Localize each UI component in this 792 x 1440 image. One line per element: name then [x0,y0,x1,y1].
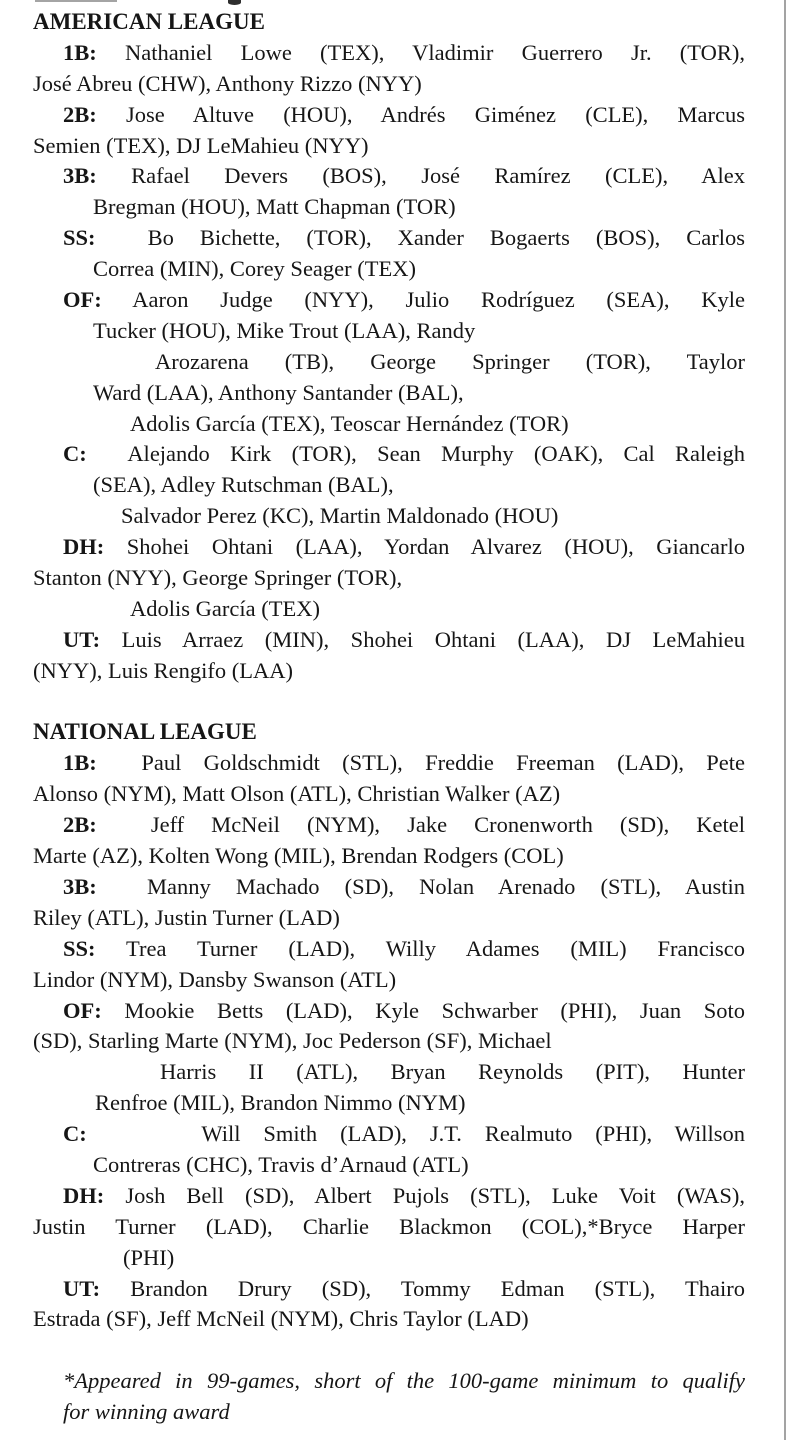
roster-line [33,192,745,223]
roster-line [33,285,745,316]
roster-line-text: Lindor (NYM), Dansby Swanson (ATL) [33,966,397,992]
league-heading: AMERICAN LEAGUE [33,9,265,34]
roster-line-text: Jeff McNeil (NYM), Jake Cronenworth (SD), Ketel [150,812,745,838]
roster-line-text: Jose Altuve (HOU), Andrés Giménez (CLE), Marcus [125,101,745,127]
roster-line [33,1181,745,1212]
roster-line [33,594,745,625]
roster-line [33,656,745,687]
roster-line-text: Bregman (HOU), Matt Chapman (TOR) [93,194,456,220]
roster-line [33,347,745,378]
roster-line [33,439,745,470]
roster-line-text: Stanton (NYY), George Springer (TOR), [33,565,403,591]
roster-line [33,254,745,285]
roster-line [33,223,745,254]
position-label: UT: [63,626,101,652]
roster-line [33,563,745,594]
roster-line-text: Luis Arraez (MIN), Shohei Ohtani (LAA), DJ LeMahieu [121,626,745,652]
roster-line-text: (SEA), Adley Rutschman (BAL), [93,472,394,498]
roster-line-text: (SD), Starling Marte (NYM), Joc Pederson (SF), Michael [33,1028,552,1054]
roster-line-text: Ward (LAA), Anthony Santander (BAL), [93,379,464,405]
roster-line [33,934,745,965]
roster-line-text: Brandon Drury (SD), Tommy Edman (STL), Thairo [130,1275,745,1301]
position-label: 1B: [63,750,97,776]
roster-line-text: Estrada (SF), Jeff McNeil (NYM), Chris Taylor (LAD) [33,1306,529,1332]
footnote-line [33,1397,745,1428]
roster-line [33,1057,745,1088]
roster-line-text: Contreras (CHC), Travis d’Arnaud (ATL) [93,1151,469,1177]
roster-line-text: Mookie Betts (LAD), Kyle Schwarber (PHI), Juan Soto [124,997,745,1023]
roster-line [33,378,745,409]
roster-line [33,903,745,934]
position-label: 2B: [63,101,97,127]
roster-line-text: Trea Turner (LAD), Willy Adames (MIL) Francisco [126,935,745,961]
page-edge-line [784,0,786,1440]
roster-line [33,779,745,810]
roster-document [33,7,745,1428]
roster-line-text: Paul Goldschmidt (STL), Freddie Freeman (LAD), Pete [141,750,745,776]
roster-line [33,1243,745,1274]
roster-line-text: Josh Bell (SD), Albert Pujols (STL), Luke Voit (WAS), [125,1182,745,1208]
roster-line [33,409,745,440]
position-label: 1B: [63,39,97,65]
roster-line-text: Alejando Kirk (TOR), Sean Murphy (OAK), Cal Raleigh [127,441,745,467]
footnote-text: for winning award [63,1399,230,1425]
footnote-line [33,1366,745,1397]
cutoff-mark [35,0,117,2]
roster-line-text: Rafael Devers (BOS), José Ramírez (CLE), Alex [131,163,745,189]
league-heading: NATIONAL LEAGUE [33,719,257,745]
blank-line [33,687,745,718]
roster-line-text: Salvador Perez (KC), Martin Maldonado (HOU) [121,503,559,529]
roster-line [33,470,745,501]
cutoff-text-fragment [0,0,792,7]
position-label: SS: [63,225,96,251]
position-label: 3B: [63,873,97,899]
roster-line-text: Nathaniel Lowe (TEX), Vladimir Guerrero Jr. (TOR), [124,39,745,65]
position-label: C: [63,1121,87,1147]
position-label: 3B: [63,163,97,189]
footnote-text: *Appeared in 99-games, short of the 100-game minimum to qualify [63,1368,745,1394]
position-label: C: [63,441,87,467]
roster-line-text: (NYY), Luis Rengifo (LAA) [33,657,293,683]
roster-line [33,1026,745,1057]
roster-line-text: José Abreu (CHW), Anthony Rizzo (NYY) [33,70,422,96]
roster-line [33,996,745,1027]
roster-line [33,1304,745,1335]
blank-line [33,1335,745,1366]
roster-line-text: Adolis García (TEX) [130,595,320,621]
roster-line [33,131,745,162]
roster-line-text: Will Smith (LAD), J.T. Realmuto (PHI), Willson [201,1121,745,1147]
roster-line [33,1119,745,1150]
roster-line-text: Semien (TEX), DJ LeMahieu (NYY) [33,132,369,158]
roster-line [33,316,745,347]
roster-line [33,501,745,532]
roster-line [33,1212,745,1243]
roster-line-text: Riley (ATL), Justin Turner (LAD) [33,904,340,930]
roster-line-text: Renfroe (MIL), Brandon Nimmo (NYM) [95,1090,466,1116]
roster-line-text: Justin Turner (LAD), Charlie Blackmon (COL),*Bryce Harper [33,1213,745,1239]
roster-line [33,625,745,656]
roster-line [33,872,745,903]
roster-line [33,100,745,131]
roster-line [33,38,745,69]
roster-line-text: Bo Bichette, (TOR), Xander Bogaerts (BOS), Carlos [147,225,745,251]
roster-line-text: Aaron Judge (NYY), Julio Rodríguez (SEA), Kyle [132,287,745,313]
roster-line-text: Marte (AZ), Kolten Wong (MIL), Brendan Rodgers (COL) [33,843,564,869]
roster-line-text: Shohei Ohtani (LAA), Yordan Alvarez (HOU), Giancarlo [126,534,745,560]
roster-line-text: Arozarena (TB), George Springer (TOR), Taylor [155,348,745,374]
roster-line [33,965,745,996]
roster-line [33,748,745,779]
roster-line-text: Tucker (HOU), Mike Trout (LAA), Randy [93,317,476,343]
roster-line-text: Adolis García (TEX), Teoscar Hernández (TOR) [130,410,569,436]
roster-line-text: Harris II (ATL), Bryan Reynolds (PIT), Hunter [160,1059,745,1085]
position-label: UT: [63,1275,101,1301]
roster-line-text: Manny Machado (SD), Nolan Arenado (STL), Austin [146,873,745,899]
position-label: SS: [63,935,96,961]
position-label: DH: [63,1182,105,1208]
roster-line [33,1088,745,1119]
roster-line [33,532,745,563]
roster-line [33,810,745,841]
cutoff-descender [228,0,241,5]
roster-line-text: (PHI) [123,1244,175,1270]
roster-line-text: Correa (MIN), Corey Seager (TEX) [93,256,416,282]
position-label: OF: [63,997,102,1023]
roster-line-text: Alonso (NYM), Matt Olson (ATL), Christian Walker (AZ) [33,781,561,807]
roster-line [33,841,745,872]
roster-line [33,69,745,100]
roster-line [33,1150,745,1181]
roster-line [33,161,745,192]
position-label: 2B: [63,812,97,838]
position-label: OF: [63,287,102,313]
position-label: DH: [63,534,105,560]
roster-line [33,1274,745,1305]
